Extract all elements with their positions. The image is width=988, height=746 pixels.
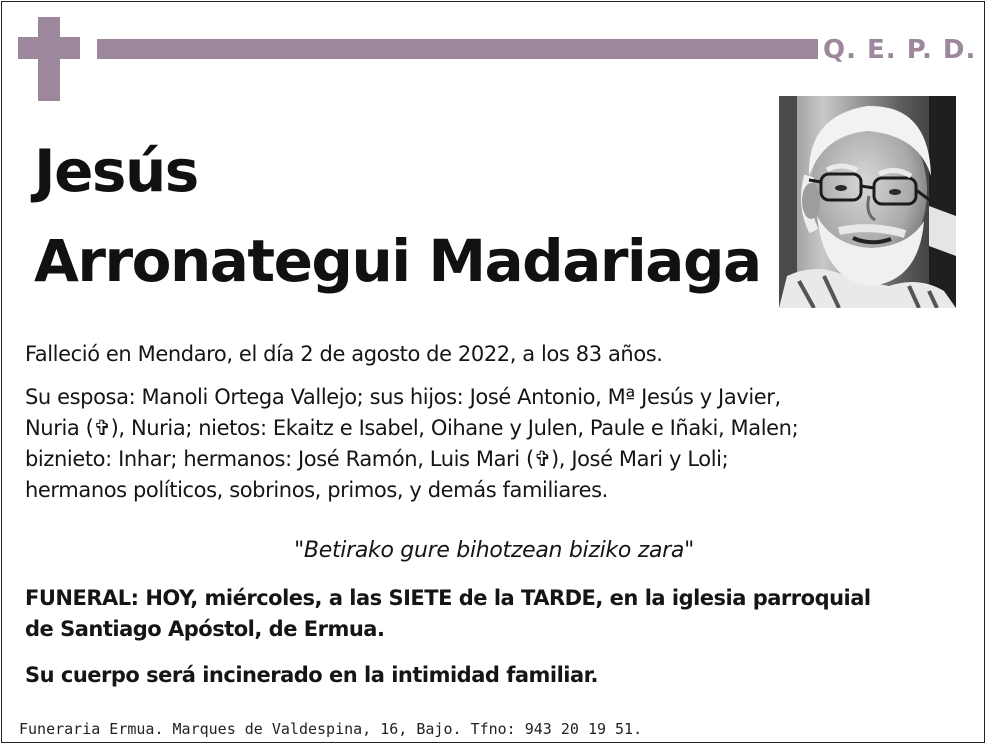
portrait-photo <box>779 96 956 308</box>
funeral-home-footer: Funeraria Ermua. Marques de Valdespina, 16, Bajo. Tfno: 943 20 19 51. <box>19 720 643 738</box>
family-line: biznieto: Inhar; hermanos: José Ramón, Luis Mari (✞), José Mari y Loli; <box>25 447 729 471</box>
death-notice: Falleció en Mendaro, el día 2 de agosto de 2022, a los 83 años. <box>25 342 663 366</box>
family-line: hermanos políticos, sobrinos, primos, y demás familiares. <box>25 478 608 502</box>
family-line: Su esposa: Manoli Ortega Vallejo; sus hijos: José Antonio, Mª Jesús y Javier, <box>25 385 781 409</box>
qepd-label: Q. E. P. D. <box>823 35 977 65</box>
deceased-first-name: Jesús <box>34 137 198 205</box>
family-list <box>25 382 960 506</box>
portrait-illustration <box>779 96 956 308</box>
memorial-quote: "Betirako gure bihotzean biziko zara" <box>294 538 694 563</box>
header-rule <box>97 39 818 59</box>
cross-horizontal-bar <box>18 37 80 59</box>
funeral-details <box>25 583 960 645</box>
funeral-line: FUNERAL: HOY, miércoles, a las SIETE de la TARDE, en la iglesia parroquial <box>25 586 871 610</box>
family-line: Nuria (✞), Nuria; nietos: Ekaitz e Isabel, Oihane y Julen, Paule e Iñaki, Malen; <box>25 416 799 440</box>
deceased-last-name: Arronategui Madariaga <box>34 227 761 295</box>
funeral-line: de Santiago Apóstol, de Ermua. <box>25 617 385 641</box>
cremation-note: Su cuerpo será incinerado en la intimidad familiar. <box>25 663 599 687</box>
cross-vertical-bar <box>38 17 60 101</box>
